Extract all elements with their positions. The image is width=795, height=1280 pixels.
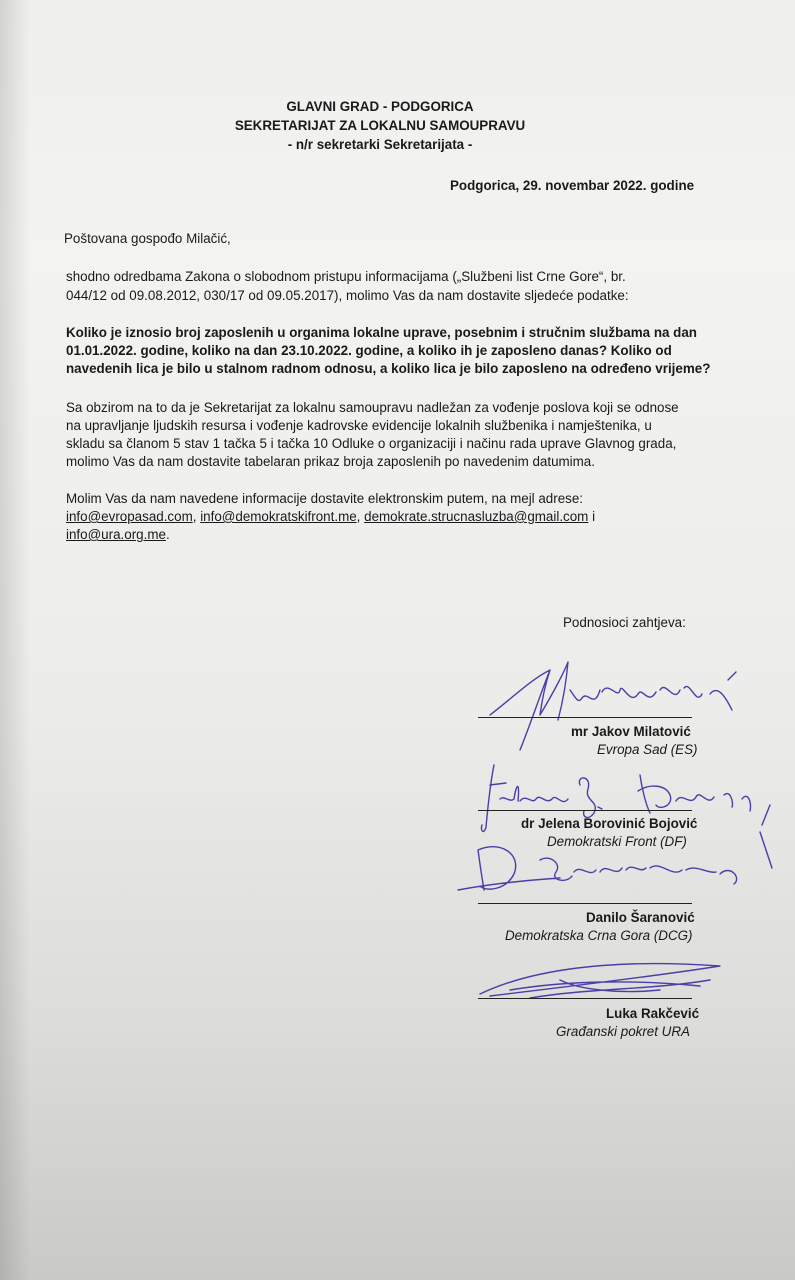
submitters-label: Podnosioci zahtjeva: [563,615,686,630]
salutation: Poštovana gospođo Milačić, [64,231,231,246]
signatory-name: Danilo Šaranović [586,910,695,925]
question-line: Koliko je iznosio broj zaposlenih u organima lokalne uprave, posebnim i stručnim službama na dan [66,325,697,340]
recipient-office: SEKRETARIJAT ZA LOKALNU SAMOUPRAVU [234,118,526,133]
question-line: navedenih lica je bilo u stalnom radnom odnosu, a koliko lica je bilo zaposleno na određeno vrijeme? [66,361,711,376]
paragraph2-line: molimo Vas da nam dostavite tabelaran prikaz broja zaposlenih po navedenim datumima. [66,454,595,469]
email-request: Molim Vas da nam navedene informacije dostavite elektronskim putem, na mejl adrese: [66,491,584,506]
paragraph2-line: na upravljanje ljudskih resursa i vođenje kadrovske evidencije lokalnih službenika i namještenika, u [66,418,652,433]
recipient-city: GLAVNI GRAD - PODGORICA [286,99,474,114]
signatory-name: dr Jelena Borovinić Bojović [521,816,698,831]
signatory-party: Demokratska Crna Gora (DCG) [505,928,693,943]
email-list: info@evropasad.com, info@demokratskifront.me, demokrate.strucnasluzba@gmail.com i [66,509,596,524]
signature-line [478,998,692,999]
signatory-name: Luka Rakčević [606,1006,700,1021]
email-link-demokrate[interactable]: demokrate.strucnasluzba@gmail.com [364,509,589,524]
paragraph1-line: shodno odredbama Zakona o slobodnom pristupu informacijama („Službeni list Crne Gore“, br. [66,269,626,284]
email-list-end: info@ura.org.me. [66,527,170,542]
signature-line [478,903,692,904]
signature-line [478,810,692,811]
page-shadow [0,0,30,1280]
recipient-attention: - n/r sekretarki Sekretarijata - [287,137,473,152]
signatory-party: Evropa Sad (ES) [597,742,698,757]
signatory-party: Demokratski Front (DF) [547,834,687,849]
paragraph2-line: Sa obzirom na to da je Sekretarijat za lokalnu samoupravu nadležan za vođenje poslova koji se odnose [66,400,679,415]
document-date: Podgorica, 29. novembar 2022. godine [450,178,695,193]
paragraph1-line: 044/12 od 09.08.2012, 030/17 od 09.05.2017), molimo Vas da nam dostavite sljedeće podatke: [66,288,629,303]
email-link-ura[interactable]: info@ura.org.me [66,527,166,542]
signature-saranovic [450,820,790,910]
question-line: 01.01.2022. godine, koliko na dan 23.10.2022. godine, a koliko ih je zaposleno danas? Koliko od [66,343,672,358]
signature-line [478,717,692,718]
signatory-name: mr Jakov Milatović [571,724,691,739]
email-link-demokratskifront[interactable]: info@demokratskifront.me [200,509,357,524]
email-link-evropasad[interactable]: info@evropasad.com [66,509,193,524]
signature-rakcevic [470,950,740,1010]
signatory-party: Građanski pokret URA [556,1024,690,1039]
paragraph2-line: skladu sa članom 5 stav 1 tačka 5 i tačka 10 Odluke o organizaciji i načinu rada uprave Glavnog grada, [66,436,677,451]
